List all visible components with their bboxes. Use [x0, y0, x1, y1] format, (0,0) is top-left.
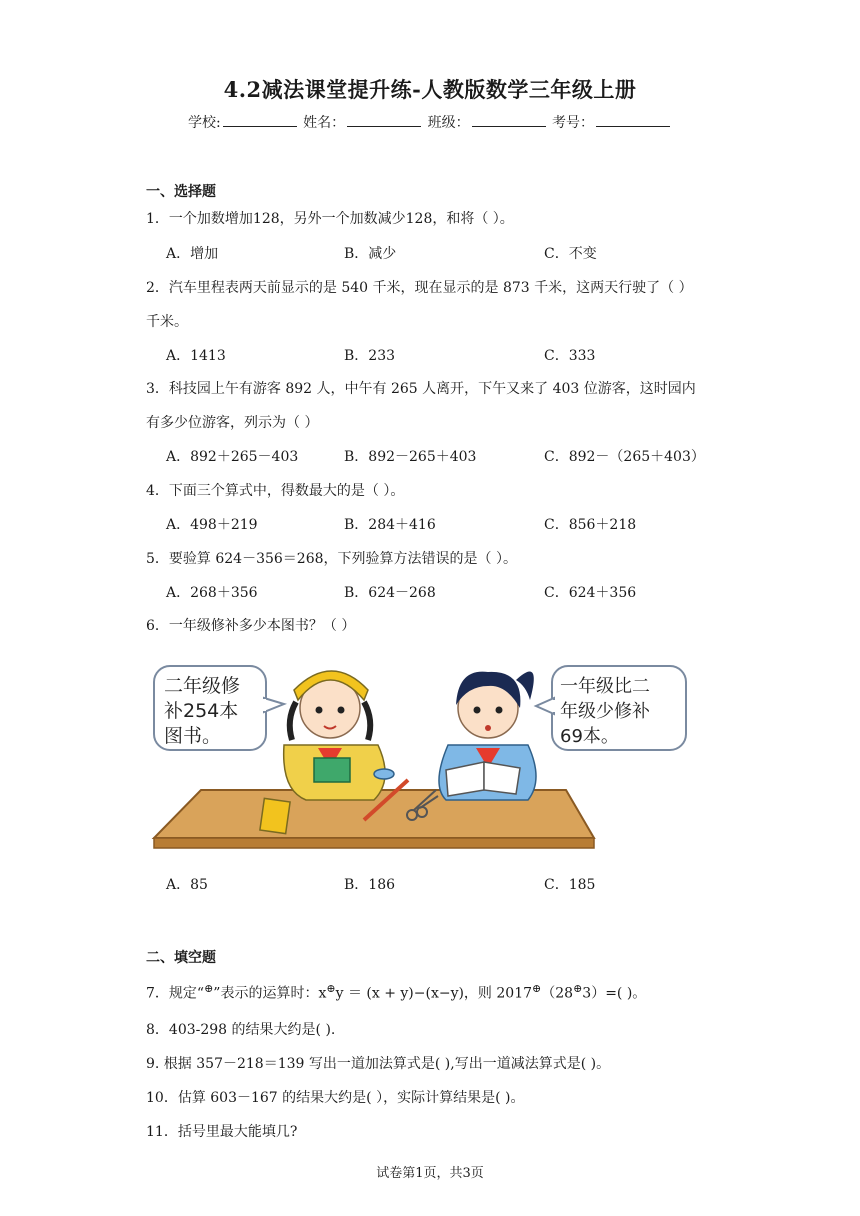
bubble-right-line2: 年级少修补 [560, 701, 650, 722]
question-7: 7．规定“⊕”表示的运算时：x⊕y ＝ (x + y)−(x−y)，则 2017⊕（28⊕3）=( )。 [146, 982, 647, 1002]
table-edge [154, 838, 594, 848]
question-4: 4．下面三个算式中，得数最大的是（ ）。 [146, 483, 405, 499]
oplus-symbol: ⊕ [532, 982, 542, 995]
q3-option-a[interactable]: A．892＋265－403 [166, 449, 299, 465]
school-blank[interactable] [223, 113, 297, 127]
left-girl-figure [284, 671, 385, 800]
q4-option-a[interactable]: A．498＋219 [166, 517, 258, 533]
question-2-line2: 千米。 [146, 314, 188, 330]
q5-option-b[interactable]: B．624－268 [344, 585, 436, 601]
q6-option-c[interactable]: C．185 [544, 877, 596, 893]
right-speech-bubble [536, 666, 686, 750]
oplus-symbol: ⊕ [573, 982, 583, 995]
question-10: 10．估算 603－167 的结果大约是( ），实际计算结果是( )。 [146, 1090, 525, 1106]
tape-roll [374, 769, 394, 779]
school-label: 学校: [187, 115, 221, 131]
name-label: 姓名： [303, 115, 346, 131]
student-info-row [0, 112, 860, 132]
question-3-line2: 有多少位游客，列示为（ ） [146, 415, 319, 431]
section-choice-heading: 一、选择题 [146, 184, 216, 200]
q6-option-b[interactable]: B．186 [344, 877, 396, 893]
q3-option-c[interactable]: C．892－（265＋403） [544, 449, 705, 465]
class-blank[interactable] [472, 113, 546, 127]
bubble-left-line3: 图书。 [164, 725, 222, 747]
question-5: 5．要验算 624－356＝268，下列验算方法错误的是（ ）。 [146, 551, 517, 567]
question-9: 9. 根据 357－218＝139 写出一道加法算式是( ),写出一道减法算式是( )。 [146, 1056, 611, 1072]
oplus-symbol: ⊕ [326, 982, 336, 995]
q6-option-a[interactable]: A．85 [166, 877, 208, 893]
q2-option-a[interactable]: A．1413 [166, 348, 226, 364]
bubble-right-line1: 一年级比二 [560, 676, 650, 697]
question-1: 1．一个加数增加128，另外一个加数减少128，和将（ ）。 [146, 211, 514, 227]
q3-option-b[interactable]: B．892－265＋403 [344, 449, 477, 465]
left-speech-bubble [154, 666, 284, 750]
bubble-right-line3: 69本。 [560, 726, 619, 747]
question-2-line1: 2．汽车里程表两天前显示的是 540 千米，现在显示的是 873 千米，这两天行驶了（ ） [146, 280, 693, 296]
oplus-symbol: ⊕ [204, 982, 214, 995]
q1-option-c[interactable]: C．不变 [544, 246, 597, 262]
bubble-left-line1: 二年级修 [164, 675, 241, 697]
open-book [446, 762, 520, 796]
page-footer: 试卷第1页，共3页 [376, 1166, 484, 1181]
exam-number-label: 考号： [552, 115, 595, 131]
q6-illustration [146, 650, 650, 855]
question-3-line1: 3．科技园上午有游客 892 人，中午有 265 人离开，下午又来了 403 位游客，这时园内 [146, 381, 696, 397]
q1-option-b[interactable]: B．减少 [344, 246, 397, 262]
exam-number-blank[interactable] [596, 113, 670, 127]
q2-option-c[interactable]: C．333 [544, 348, 596, 364]
q1-option-a[interactable]: A．增加 [166, 246, 219, 262]
name-blank[interactable] [347, 113, 421, 127]
q4-option-b[interactable]: B．284＋416 [344, 517, 436, 533]
q5-option-c[interactable]: C．624＋356 [544, 585, 637, 601]
question-11: 11．括号里最大能填几? [146, 1124, 298, 1140]
yellow-book [260, 798, 290, 833]
page-title: 4.2减法课堂提升练-人教版数学三年级上册 [223, 77, 637, 102]
q5-option-a[interactable]: A．268＋356 [166, 585, 258, 601]
q2-option-b[interactable]: B．233 [344, 348, 396, 364]
class-label: 班级： [427, 115, 470, 131]
section-fill-heading: 二、填空题 [146, 950, 216, 966]
q4-option-c[interactable]: C．856＋218 [544, 517, 637, 533]
bubble-left-line2: 补254本 [164, 700, 239, 722]
question-6: 6．一年级修补多少本图书？（ ） [146, 618, 356, 634]
question-8: 8．403-298 的结果大约是( ). [146, 1022, 336, 1038]
